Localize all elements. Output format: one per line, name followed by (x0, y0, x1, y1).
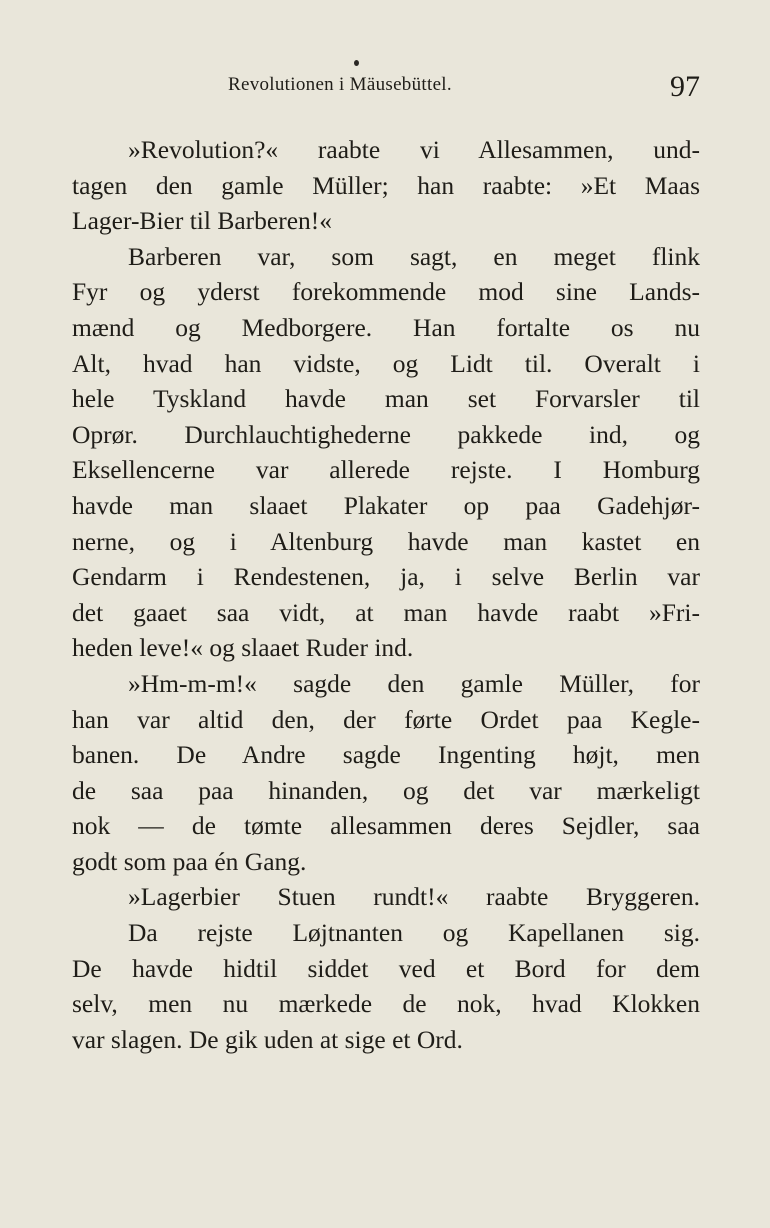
text-line: Eksellencerne var allerede rejste. I Homburg (72, 455, 700, 485)
text-line: »Lagerbier Stuen rundt!« raabte Bryggeren. (128, 882, 700, 912)
text-line: De havde hidtil siddet ved et Bord for dem (72, 953, 700, 983)
body-text (72, 132, 700, 1057)
page-header (72, 70, 700, 110)
text-line: banen. De Andre sagde Ingenting højt, men (72, 740, 700, 770)
text-line: det gaaet saa vidt, at man havde raabt »Fri- (72, 597, 700, 627)
text-line: Da rejste Løjtnanten og Kapellanen sig. (128, 918, 700, 948)
text-line: mænd og Medborgere. Han fortalte os nu (72, 312, 700, 342)
text-line: Lager-Bier til Barberen!« (72, 206, 333, 236)
text-line: Barberen var, som sagt, en meget flink (128, 241, 700, 271)
text-line: nok — de tømte allesammen deres Sejdler, saa (72, 811, 700, 841)
text-line: heden leve!« og slaaet Ruder ind. (72, 633, 414, 663)
text-line: Alt, hvad han vidste, og Lidt til. Overalt i (72, 348, 700, 378)
text-line: godt som paa én Gang. (72, 846, 307, 876)
text-line: nerne, og i Altenburg havde man kastet en (72, 526, 700, 556)
text-line: tagen den gamle Müller; han raabte: »Et Maas (72, 170, 700, 200)
page-number: 97 (670, 70, 700, 103)
text-line: han var altid den, der førte Ordet paa Kegle- (72, 704, 700, 734)
text-line: Gendarm i Rendestenen, ja, i selve Berlin var (72, 562, 700, 592)
text-line: havde man slaaet Plakater op paa Gadehjør- (72, 490, 700, 520)
text-line: »Revolution?« raabte vi Allesammen, und- (128, 135, 700, 164)
text-line: de saa paa hinanden, og det var mærkeligt (72, 775, 700, 805)
ink-speck (354, 60, 359, 66)
text-line: hele Tyskland havde man set Forvarsler til (72, 384, 700, 414)
text-line: selv, men nu mærkede de nok, hvad Klokken (72, 989, 700, 1019)
text-line: »Hm-m-m!« sagde den gamle Müller, for (128, 668, 700, 698)
text-line: Oprør. Durchlauchtighederne pakkede ind, og (72, 419, 700, 449)
text-line: var slagen. De gik uden at sige et Ord. (72, 1024, 463, 1054)
running-title: Revolutionen i Mäusebüttel. (228, 74, 452, 95)
text-line: Fyr og yderst forekommende mod sine Lands- (72, 277, 700, 307)
